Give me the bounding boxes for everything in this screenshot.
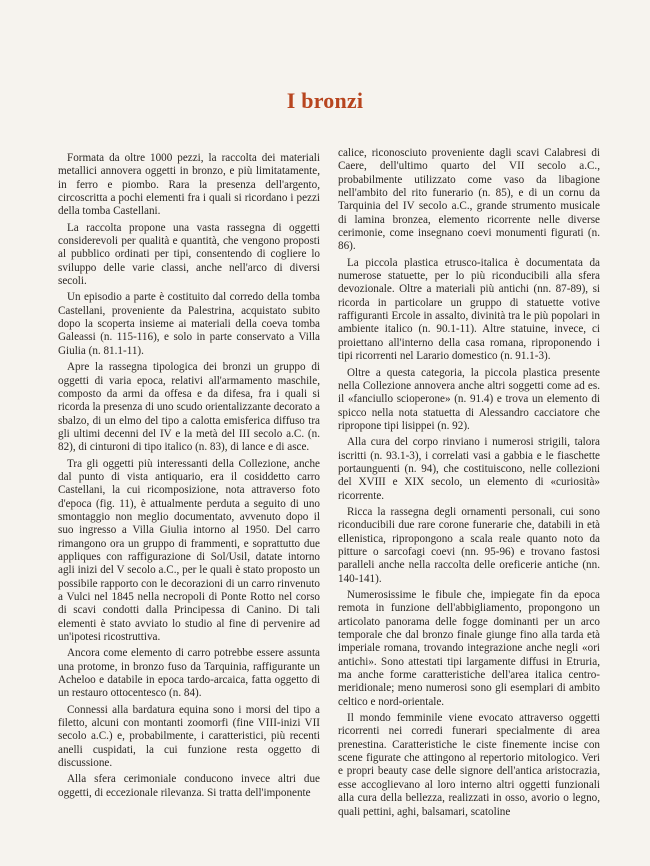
right-text-column	[338, 147, 600, 822]
paragraph: calice, riconosciuto proveniente dagli scavi Calabresi di Caere, dell'ultimo quarto del VII secolo a.C., probabilmente utilizzato come vaso da libagione nell'ambito del rito funerario (n. 85), e di un cornu da Tarquinia del IV secolo a.C., grande strumento musicale di lamina bronzea, elemento ricorrente nelle diverse cerimonie, come insegnano coevi monumenti figurati (n. 86).	[338, 147, 600, 253]
paragraph: Numerosissime le fibule che, impiegate fin da epoca remota in funzione dell'abbigliamento, propongono un articolato panorama delle fogge dominanti per un arco temporale che dal bronzo finale giunge fino alla tarda età imperiale romana, trovando integrazione anche negli «ori antichi». Sono attestati tipi largamente diffusi in Etruria, ma anche forme caratteristiche dell'area italica centro-meridionale; meno numerosi sono gli esemplari di ambito celtico e nord-orientale.	[338, 589, 600, 708]
paragraph: Un episodio a parte è costituito dal corredo della tomba Castellani, proveniente da Palestrina, acquistato subito dopo la scoperta insieme ai materiali della coeva tomba Galeassi (n. 115-116), e solo in parte conservato a Villa Giulia (n. 81.1-11).	[58, 291, 320, 357]
paragraph: Formata da oltre 1000 pezzi, la raccolta dei materiali metallici annovera oggetti in bronzo, e più limitatamente, in ferro e piombo. Rara la presenza dell'argento, circoscritta a pochi elementi fra i quali si ricordano i pezzi della tomba Castellani.	[58, 152, 320, 218]
paragraph: Tra gli oggetti più interessanti della Collezione, anche dal punto di vista antiquario, era il cosiddetto carro Castellani, la cui ricomposizione, nota attraverso foto d'epoca (fig. 11), è attualmente perduta a seguito di uno smontaggio non meglio documentato, avvenuto dopo il suo ingresso a Villa Giulia intorno al 1950. Del carro rimangono ora un gruppo di frammenti, e soprattutto due appliques con raffigurazione di Sol/Usil, datate intorno agli inizi del V secolo a.C., per le quali è stato proposto un possibile rapporto con le decorazioni di un carro rinvenuto a Vulci nel 1845 nella necropoli di Ponte Rotto nel corso di scavi condotti dalla Principessa di Canino. Di tali elementi è stato avviato lo studio al fine di pervenire ad un'ipotesi ricostruttiva.	[58, 457, 320, 644]
paragraph: Ricca la rassegna degli ornamenti personali, cui sono riconducibili due rare corone funerarie che, databili in età ellenistica, ripropongono a scala reale quanto noto da pitture o sarcofagi coevi (nn. 95-96) e trovano fastosi paralleli anche nella raccolta delle oreficerie antiche (nn. 140-141).	[338, 505, 600, 585]
paragraph: Apre la rassegna tipologica dei bronzi un gruppo di oggetti di varia epoca, relativi all'armamento maschile, composto da armi da offesa e da difesa, fra i quali si ricorda la presenza di uno scudo orientalizzante decorato a sbalzo, di un elmo del tipo a calotta emisferica diffuso tra gli ultimi decenni del IV e la metà del III secolo a.C. (n. 82), di cinturoni di tipo italico (n. 83), di lance e di asce.	[58, 361, 320, 454]
paragraph: La raccolta propone una vasta rassegna di oggetti considerevoli per qualità e quantità, che vengono proposti al pubblico ordinati per tipi, consentendo di cogliere lo sviluppo delle varie classi, anche nell'arco di diversi secoli.	[58, 221, 320, 288]
paragraph: Oltre a questa categoria, la piccola plastica presente nella Collezione annovera anche altri soggetti come ad es. il «fanciullo scioperone» (n. 91.4) e trova un elemento di spicco nella nota statuetta di Alessandro cacciatore che ripropone tipi lisippei (n. 92).	[338, 366, 600, 432]
paragraph: Il mondo femminile viene evocato attraverso oggetti ricorrenti nei corredi funerari specialmente di area prenestina. Caratteristiche le ciste finemente incise con scene figurate che attingono al repertorio mitologico. Veri e propri beauty case delle signore dell'antica aristocrazia, esse accoglievano al loro interno altri oggetti funzionali alla cura della bellezza, realizzati in osso, avorio o legno, quali pettini, aghi, balsamari, scatoline	[338, 712, 600, 818]
paragraph: La piccola plastica etrusco-italica è documentata da numerose statuette, per lo più riconducibili alla sfera devozionale. Oltre a materiali più antichi (nn. 87-89), si ricorda in particolare un gruppo di statuette votive raffiguranti Ercole in assalto, divinità tra le più popolari in ambiente italico (n. 90.1-11). Altre statuine, invece, ci proiettano all'interno della casa romana, riproponendo i tipi ricorrenti nel Larario domestico (n. 91.1-3).	[338, 256, 600, 363]
paragraph: Alla sfera cerimoniale conducono invece altri due oggetti, di eccezionale rilevanza. Si tratta dell'imponente	[58, 773, 320, 799]
left-text-column	[58, 152, 320, 803]
paragraph: Ancora come elemento di carro potrebbe essere assunta una protome, in bronzo fuso da Tarquinia, raffigurante un Acheloo e databile in epoca tardo-arcaica, fatta oggetto di un restauro ottocentesco (n. 84).	[58, 647, 320, 700]
paragraph: Connessi alla bardatura equina sono i morsi del tipo a filetto, alcuni con montanti zoomorfi (fine VIII-inizi VII secolo a.C.) e, probabilmente, i caratteristici, più recenti anelli cuspidati, la cui funzione resta oggetto di discussione.	[58, 703, 320, 770]
page-title: I bronzi	[286, 88, 364, 113]
paragraph: Alla cura del corpo rinviano i numerosi strigili, talora iscritti (n. 93.1-3), i correlati vasi a gabbia e le fiaschette portaunguenti (n. 94), che costituiscono, nelle collezioni del XVIII e XIX secolo, un elemento di «curiosità» ricorrente.	[338, 436, 600, 502]
